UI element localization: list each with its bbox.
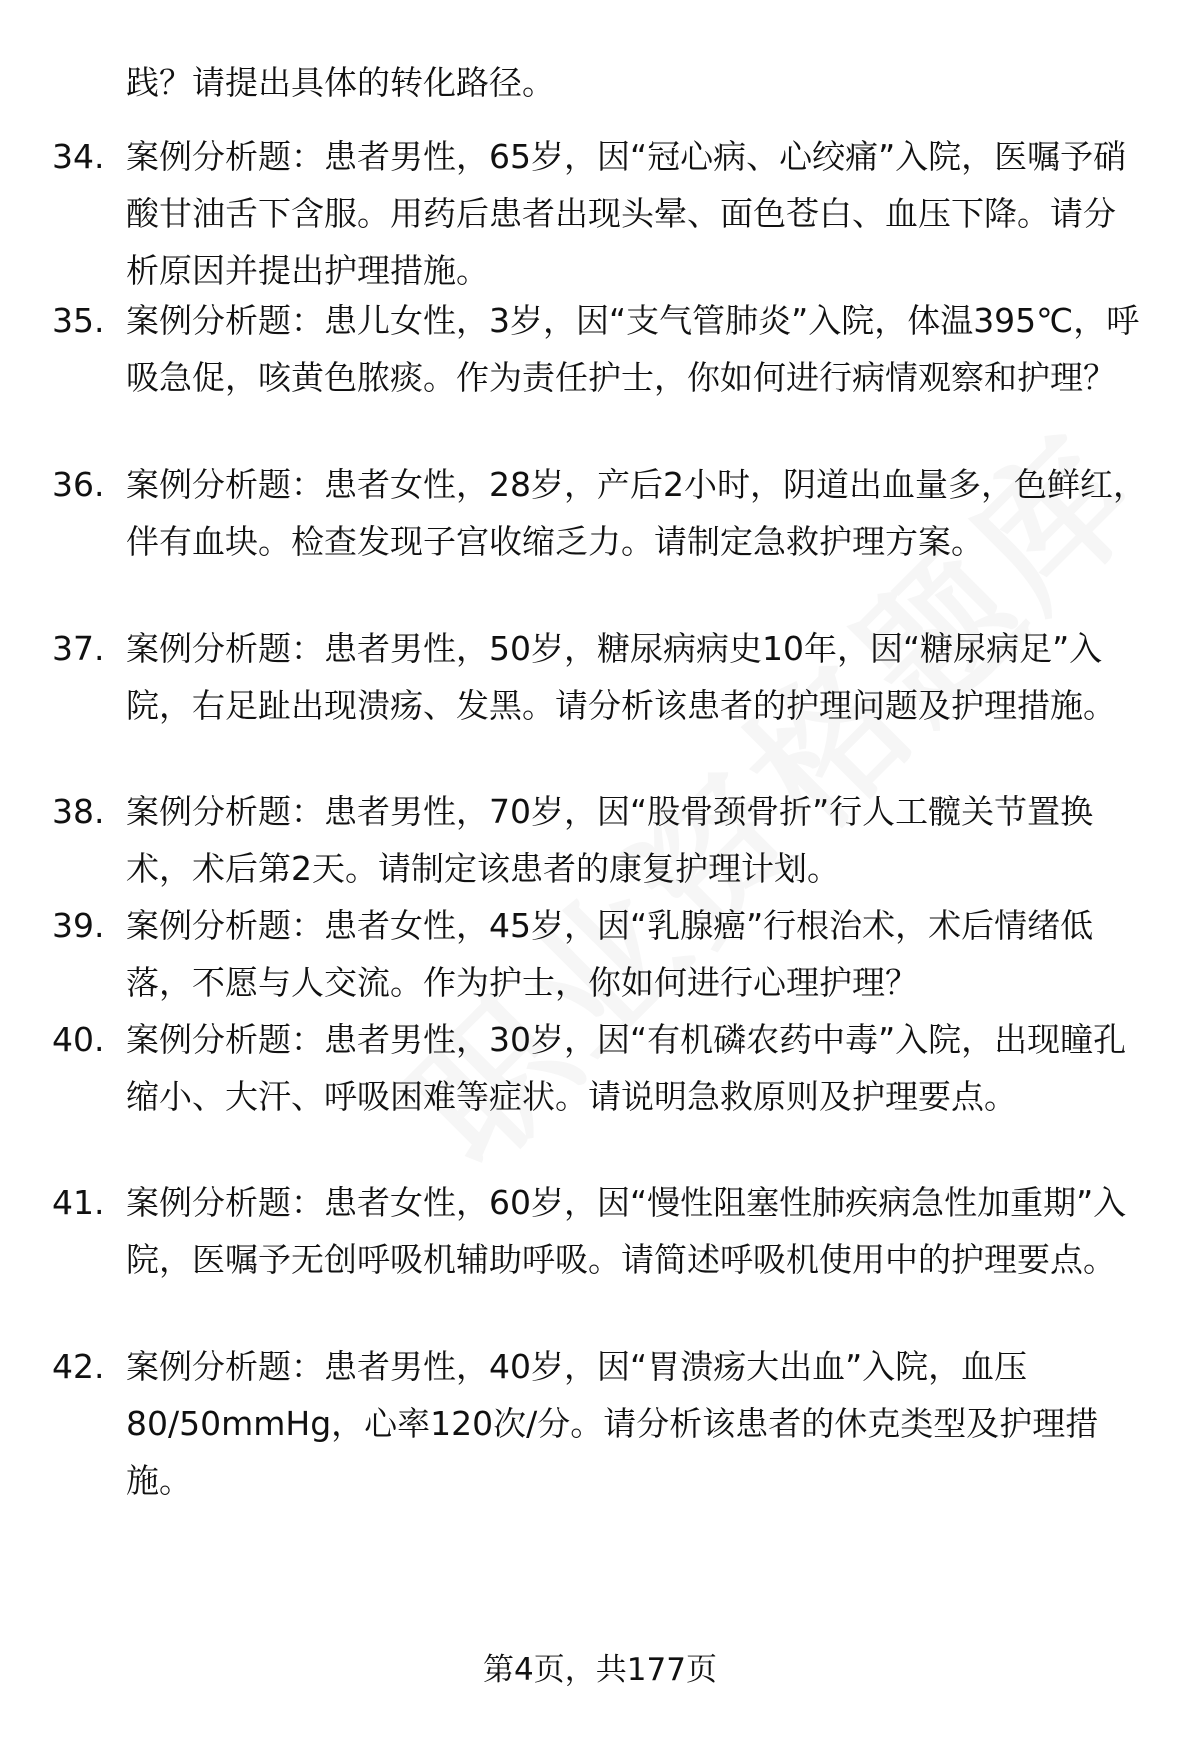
question-number: 36. [52, 465, 105, 504]
question-number: 41. [52, 1183, 105, 1222]
question-number: 42. [52, 1347, 105, 1386]
question-text: 案例分析题：患者女性，60岁，因“慢性阻塞性肺疾病急性加重期”入院，医嘱予无创呼吸机辅助呼吸。请简述呼吸机使用中的护理要点。 [126, 1183, 1127, 1279]
question-number: 37. [52, 629, 105, 668]
question-text: 案例分析题：患者男性，50岁，糖尿病病史10年，因“糖尿病足”入院，右足趾出现溃疡、发黑。请分析该患者的护理问题及护理措施。 [126, 629, 1116, 725]
question-text: 案例分析题：患者男性，40岁，因“胃溃疡大出血”入院，血压80/50mmHg，心率120次/分。请分析该患者的休克类型及护理措施。 [126, 1347, 1099, 1500]
page-footer: 第4页，共177页 [483, 1652, 717, 1688]
question-number: 34. [52, 137, 105, 176]
question-number: 38. [52, 792, 105, 831]
question-text: 案例分析题：患者男性，30岁，因“有机磷农药中毒”入院，出现瞳孔缩小、大汗、呼吸困难等症状。请说明急救原则及护理要点。 [126, 1020, 1127, 1116]
question-number: 39. [52, 906, 105, 945]
question-text: 案例分析题：患者女性，28岁，产后2小时，阴道出血量多，色鲜红，伴有血块。检查发现子宫收缩乏力。请制定急救护理方案。 [126, 465, 1146, 561]
question-number: 40. [52, 1020, 105, 1059]
question-text: 案例分析题：患儿女性，3岁，因“支气管肺炎”入院，体温395℃，呼吸急促，咳黄色脓痰。作为责任护士，你如何进行病情观察和护理？ [126, 301, 1140, 397]
continuation-text: 践？请提出具体的转化路径。 [126, 63, 555, 102]
question-number: 35. [52, 301, 105, 340]
question-text: 案例分析题：患者男性，70岁，因“股骨颈骨折”行人工髋关节置换术，术后第2天。请制定该患者的康复护理计划。 [126, 792, 1094, 888]
question-text: 案例分析题：患者女性，45岁，因“乳腺癌”行根治术，术后情绪低落，不愿与人交流。作为护士，你如何进行心理护理？ [126, 906, 1094, 1002]
question-text: 案例分析题：患者男性，65岁，因“冠心病、心绞痛”入院，医嘱予硝酸甘油舌下含服。用药后患者出现头晕、面色苍白、血压下降。请分析原因并提出护理措施。 [126, 137, 1127, 290]
